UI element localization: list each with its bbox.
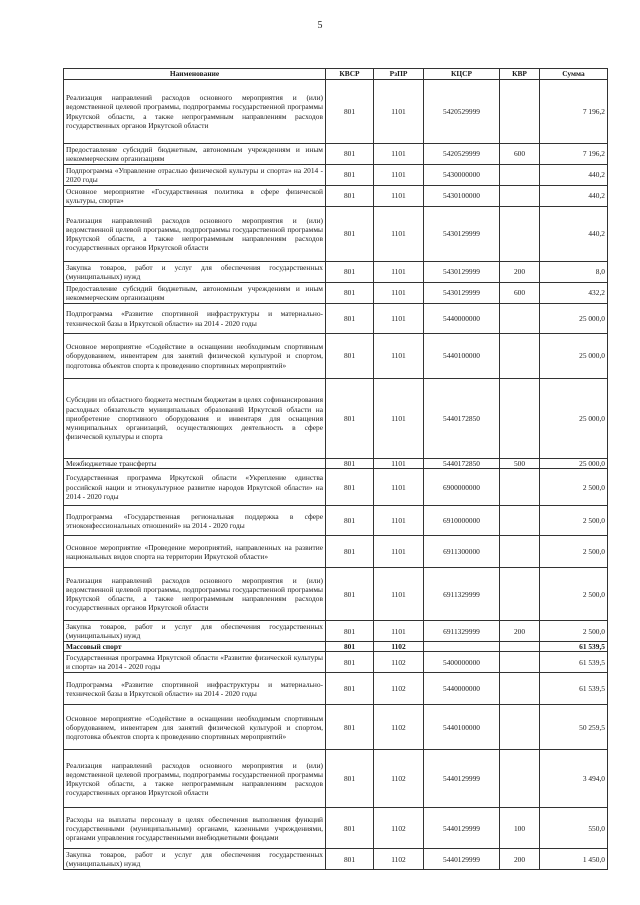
row-kvr-cell: 500 <box>500 459 540 469</box>
row-rzpr-cell: 1101 <box>374 469 424 506</box>
table-row <box>64 621 608 642</box>
row-rzpr-cell: 1101 <box>374 262 424 283</box>
row-rzpr-cell: 1101 <box>374 334 424 379</box>
row-kvr-cell <box>500 186 540 207</box>
table-body <box>64 80 608 870</box>
row-kvr-cell <box>500 568 540 621</box>
row-sum-cell: 8,0 <box>540 262 608 283</box>
row-kvsr-cell: 801 <box>326 808 374 849</box>
row-kvr-cell <box>500 379 540 459</box>
row-kcsr-cell: 5440100000 <box>424 334 500 379</box>
row-sum-cell: 2 500,0 <box>540 536 608 568</box>
row-sum-cell: 2 500,0 <box>540 568 608 621</box>
row-name-cell: Основное мероприятие «Содействие в оснащении необходимым спортивным оборудованием, инвентарем для занятий физической культурой и спортом, подготовка объектов спорта к проведению спортивных мероприятий» <box>64 334 326 379</box>
row-kvsr-cell: 801 <box>326 304 374 334</box>
row-name-cell: Подпрограмма «Государственная региональная поддержка в сфере этноконфессиональных отношений» на 2014 - 2020 годы <box>64 506 326 536</box>
table-row <box>64 262 608 283</box>
row-sum-cell: 25 000,0 <box>540 334 608 379</box>
row-kcsr-cell: 5420529999 <box>424 144 500 165</box>
column-header-kvr: КВР <box>500 69 540 80</box>
row-kcsr-cell: 5440100000 <box>424 705 500 750</box>
row-rzpr-cell: 1101 <box>374 568 424 621</box>
row-kvr-cell: 100 <box>500 808 540 849</box>
row-kvr-cell <box>500 705 540 750</box>
row-rzpr-cell: 1101 <box>374 379 424 459</box>
row-rzpr-cell: 1101 <box>374 80 424 144</box>
row-kvsr-cell: 801 <box>326 80 374 144</box>
table-row <box>64 808 608 849</box>
row-kvr-cell: 200 <box>500 621 540 642</box>
row-kvr-cell <box>500 673 540 705</box>
row-kcsr-cell: 5400000000 <box>424 652 500 673</box>
row-sum-cell: 25 000,0 <box>540 459 608 469</box>
row-name-cell: Основное мероприятие «Государственная политика в сфере физической культуры, спорта» <box>64 186 326 207</box>
row-rzpr-cell: 1101 <box>374 536 424 568</box>
row-rzpr-cell: 1101 <box>374 186 424 207</box>
row-kcsr-cell: 5430000000 <box>424 165 500 186</box>
row-rzpr-cell: 1102 <box>374 750 424 808</box>
table-row <box>64 334 608 379</box>
row-sum-cell: 7 196,2 <box>540 144 608 165</box>
row-rzpr-cell: 1102 <box>374 642 424 652</box>
row-sum-cell: 3 494,0 <box>540 750 608 808</box>
row-name-cell: Закупка товаров, работ и услуг для обеспечения государственных (муниципальных) нужд <box>64 621 326 642</box>
row-sum-cell: 25 000,0 <box>540 379 608 459</box>
row-name-cell: Расходы на выплаты персоналу в целях обеспечения выполнения функций государственными (муниципальными) органами, казенными учреждениями, органами управления государственными внебюджетными фондами <box>64 808 326 849</box>
row-sum-cell: 1 450,0 <box>540 849 608 870</box>
row-kcsr-cell: 5430129999 <box>424 262 500 283</box>
row-kvr-cell <box>500 642 540 652</box>
row-name-cell: Основное мероприятие «Проведение мероприятий, направленных на развитие национальных видов спорта на территории Иркутской области» <box>64 536 326 568</box>
row-rzpr-cell: 1102 <box>374 705 424 750</box>
table-row <box>64 506 608 536</box>
row-sum-cell: 61 539,5 <box>540 673 608 705</box>
table-row <box>64 568 608 621</box>
row-kcsr-cell: 5440129999 <box>424 750 500 808</box>
row-sum-cell: 432,2 <box>540 283 608 304</box>
row-sum-cell: 2 500,0 <box>540 469 608 506</box>
row-rzpr-cell: 1101 <box>374 144 424 165</box>
table-row <box>64 642 608 652</box>
row-rzpr-cell: 1102 <box>374 652 424 673</box>
row-sum-cell: 25 000,0 <box>540 304 608 334</box>
row-rzpr-cell: 1101 <box>374 506 424 536</box>
table-row <box>64 283 608 304</box>
table-row <box>64 469 608 506</box>
table-row <box>64 304 608 334</box>
table-row <box>64 144 608 165</box>
row-name-cell: Предоставление субсидий бюджетным, автономным учреждениям и иным некоммерческим организациям <box>64 144 326 165</box>
row-kvsr-cell: 801 <box>326 750 374 808</box>
row-kcsr-cell: 6911329999 <box>424 568 500 621</box>
row-kcsr-cell: 5440172850 <box>424 459 500 469</box>
table-row <box>64 705 608 750</box>
row-kvsr-cell: 801 <box>326 262 374 283</box>
row-name-cell: Субсидии из областного бюджета местным бюджетам в целях софинансирования расходных обязательств муниципальных образований Иркутской области на приобретение спортивного оборудования и инвентаря для оснащения муниципальных организаций, осуществляющих деятельность в сфере физической культуры и спорта <box>64 379 326 459</box>
row-kcsr-cell: 6911300000 <box>424 536 500 568</box>
table-row <box>64 536 608 568</box>
row-name-cell: Реализация направлений расходов основного мероприятия и (или) ведомственной целевой программы, подпрограммы государственной программы Иркутской области, а также непрограммным направлениям расходов государственных органов Иркутской области <box>64 80 326 144</box>
row-kvsr-cell: 801 <box>326 621 374 642</box>
table-row <box>64 207 608 262</box>
table-header-row <box>64 69 608 80</box>
row-name-cell: Массовый спорт <box>64 642 326 652</box>
row-rzpr-cell: 1101 <box>374 165 424 186</box>
row-kcsr-cell <box>424 642 500 652</box>
row-name-cell: Подпрограмма «Развитие спортивной инфраструктуры и материально- технической базы в Иркутской области» на 2014 - 2020 годы <box>64 304 326 334</box>
row-name-cell: Государственная программа Иркутской области «Развитие физической культуры и спорта» на 2014 - 2020 годы <box>64 652 326 673</box>
row-kcsr-cell: 5440129999 <box>424 849 500 870</box>
row-kcsr-cell: 5430100000 <box>424 186 500 207</box>
column-header-name: Наименование <box>64 69 326 80</box>
row-kvsr-cell: 801 <box>326 673 374 705</box>
row-kvsr-cell: 801 <box>326 568 374 621</box>
row-sum-cell: 440,2 <box>540 186 608 207</box>
column-header-rzpr: РзПР <box>374 69 424 80</box>
row-kcsr-cell: 5440000000 <box>424 304 500 334</box>
column-header-kvsr: КВСР <box>326 69 374 80</box>
table-row <box>64 673 608 705</box>
row-kcsr-cell: 5440172850 <box>424 379 500 459</box>
row-kcsr-cell: 5440000000 <box>424 673 500 705</box>
row-name-cell: Подпрограмма «Развитие спортивной инфраструктуры и материально- технической базы в Иркутской области» на 2014 - 2020 годы <box>64 673 326 705</box>
row-kvr-cell <box>500 469 540 506</box>
row-kvsr-cell: 801 <box>326 506 374 536</box>
row-kvsr-cell: 801 <box>326 849 374 870</box>
row-sum-cell: 440,2 <box>540 165 608 186</box>
row-sum-cell: 61 539,5 <box>540 642 608 652</box>
row-kvsr-cell: 801 <box>326 186 374 207</box>
table-row <box>64 849 608 870</box>
row-name-cell: Основное мероприятие «Содействие в оснащении необходимым спортивным оборудованием, инвентарем для занятий физической культурой и спортом, подготовка объектов спорта к проведению спортивных мероприятий» <box>64 705 326 750</box>
row-kvr-cell: 600 <box>500 144 540 165</box>
row-kvr-cell <box>500 304 540 334</box>
row-kvsr-cell: 801 <box>326 469 374 506</box>
budget-table <box>63 68 608 870</box>
row-kcsr-cell: 6910000000 <box>424 506 500 536</box>
row-kvr-cell <box>500 536 540 568</box>
row-name-cell: Закупка товаров, работ и услуг для обеспечения государственных (муниципальных) нужд <box>64 262 326 283</box>
row-name-cell: Реализация направлений расходов основного мероприятия и (или) ведомственной целевой программы, подпрограммы государственной программы Иркутской области, а также непрограммным направлениям расходов государственных органов Иркутской области <box>64 207 326 262</box>
row-sum-cell: 7 196,2 <box>540 80 608 144</box>
row-kvsr-cell: 801 <box>326 207 374 262</box>
row-kvr-cell <box>500 80 540 144</box>
row-name-cell: Подпрограмма «Управление отраслью физической культуры и спорта» на 2014 - 2020 годы <box>64 165 326 186</box>
row-kcsr-cell: 5430129999 <box>424 207 500 262</box>
row-kvsr-cell: 801 <box>326 536 374 568</box>
row-kvr-cell: 200 <box>500 262 540 283</box>
row-kcsr-cell: 6900000000 <box>424 469 500 506</box>
row-kvr-cell: 600 <box>500 283 540 304</box>
table-row <box>64 165 608 186</box>
row-rzpr-cell: 1102 <box>374 849 424 870</box>
row-kvsr-cell: 801 <box>326 652 374 673</box>
row-kvsr-cell: 801 <box>326 459 374 469</box>
row-kvr-cell: 200 <box>500 849 540 870</box>
table-row <box>64 459 608 469</box>
row-name-cell: Межбюджетные трансферты <box>64 459 326 469</box>
row-kvsr-cell: 801 <box>326 642 374 652</box>
table-row <box>64 750 608 808</box>
row-kcsr-cell: 5440129999 <box>424 808 500 849</box>
row-kvr-cell <box>500 334 540 379</box>
column-header-kcsr: КЦСР <box>424 69 500 80</box>
row-rzpr-cell: 1101 <box>374 304 424 334</box>
row-kvsr-cell: 801 <box>326 705 374 750</box>
table-row <box>64 379 608 459</box>
row-kvsr-cell: 801 <box>326 379 374 459</box>
row-kvsr-cell: 801 <box>326 144 374 165</box>
row-kvsr-cell: 801 <box>326 334 374 379</box>
row-name-cell: Закупка товаров, работ и услуг для обеспечения государственных (муниципальных) нужд <box>64 849 326 870</box>
row-sum-cell: 2 500,0 <box>540 506 608 536</box>
row-sum-cell: 50 259,5 <box>540 705 608 750</box>
row-kvr-cell <box>500 506 540 536</box>
row-name-cell: Реализация направлений расходов основного мероприятия и (или) ведомственной целевой программы, подпрограммы государственной программы Иркутской области, а также непрограммным направлениям расходов государственных органов Иркутской области <box>64 750 326 808</box>
row-rzpr-cell: 1102 <box>374 808 424 849</box>
row-name-cell: Государственная программа Иркутской области «Укрепление единства российской нации и этнокультурное развитие народов Иркутской области» на 2014 - 2020 годы <box>64 469 326 506</box>
row-kcsr-cell: 5430129999 <box>424 283 500 304</box>
row-rzpr-cell: 1101 <box>374 621 424 642</box>
row-kvr-cell <box>500 652 540 673</box>
row-sum-cell: 440,2 <box>540 207 608 262</box>
row-rzpr-cell: 1101 <box>374 283 424 304</box>
table-row <box>64 186 608 207</box>
row-kvsr-cell: 801 <box>326 165 374 186</box>
row-sum-cell: 2 500,0 <box>540 621 608 642</box>
row-kvr-cell <box>500 750 540 808</box>
row-sum-cell: 61 539,5 <box>540 652 608 673</box>
row-rzpr-cell: 1101 <box>374 207 424 262</box>
row-name-cell: Реализация направлений расходов основного мероприятия и (или) ведомственной целевой программы, подпрограммы государственной программы Иркутской области, а также непрограммным направлениям расходов государственных органов Иркутской области <box>64 568 326 621</box>
row-kcsr-cell: 5420529999 <box>424 80 500 144</box>
row-kvr-cell <box>500 165 540 186</box>
column-header-sum: Сумма <box>540 69 608 80</box>
page-number: 5 <box>317 20 323 31</box>
row-rzpr-cell: 1102 <box>374 673 424 705</box>
row-rzpr-cell: 1101 <box>374 459 424 469</box>
table-row <box>64 652 608 673</box>
row-kcsr-cell: 6911329999 <box>424 621 500 642</box>
table-row <box>64 80 608 144</box>
row-sum-cell: 550,0 <box>540 808 608 849</box>
row-kvr-cell <box>500 207 540 262</box>
row-name-cell: Предоставление субсидий бюджетным, автономным учреждениям и иным некоммерческим организациям <box>64 283 326 304</box>
row-kvsr-cell: 801 <box>326 283 374 304</box>
